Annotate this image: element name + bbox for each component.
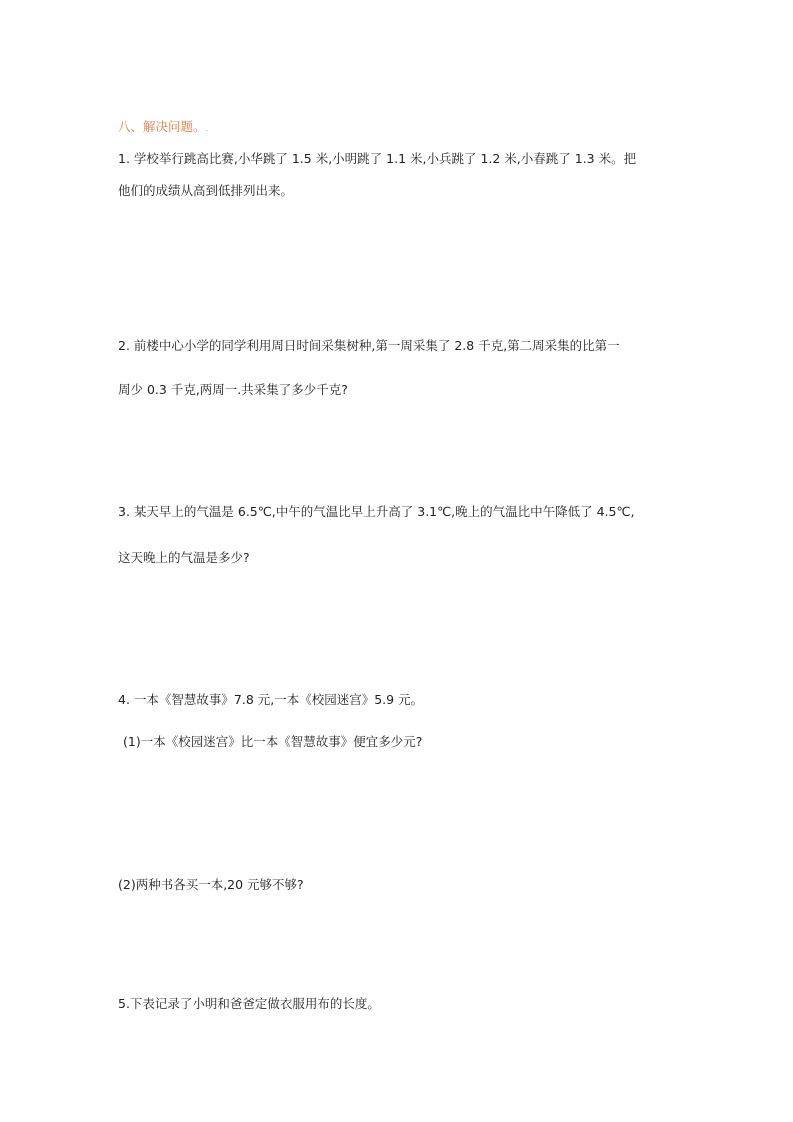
section-title-suffix: . (205, 124, 209, 133)
problem-4-line-1: 4. 一本《智慧故事》7.8 元,一本《校园迷宫》5.9 元。 (118, 692, 424, 707)
problem-1-line-2: 他们的成绩从高到低排列出来。 (118, 183, 294, 198)
problem-4-subquestion-2: (2)两种书各买一本,20 元够不够? (118, 877, 304, 892)
problem-5-line-1: 5.下表记录了小明和爸爸定做衣服用布的长度。 (118, 996, 380, 1011)
problem-1-line-1: 1. 学校举行跳高比赛,小华跳了 1.5 米,小明跳了 1.1 米,小兵跳了 1.2 米,小春跳了 1.3 米。把 (118, 151, 637, 166)
problem-3-line-2: 这天晚上的气温是多少? (118, 550, 250, 565)
problem-2-line-2: 周少 0.3 千克,两周一.共采集了多少千克? (118, 382, 348, 397)
section-title: 八、解决问题。 (118, 119, 206, 134)
problem-4-subquestion-1: (1)一本《校园迷宫》比一本《智慧故事》便宜多少元? (123, 734, 423, 749)
section-heading (118, 118, 208, 138)
problem-3-line-1: 3. 某天早上的气温是 6.5℃,中午的气温比早上升高了 3.1℃,晚上的气温比中午降低了 4.5℃, (118, 504, 635, 519)
problem-2-line-1: 2. 前楼中心小学的同学利用周日时间采集树种,第一周采集了 2.8 千克,第二周采集的比第一 (118, 338, 620, 353)
